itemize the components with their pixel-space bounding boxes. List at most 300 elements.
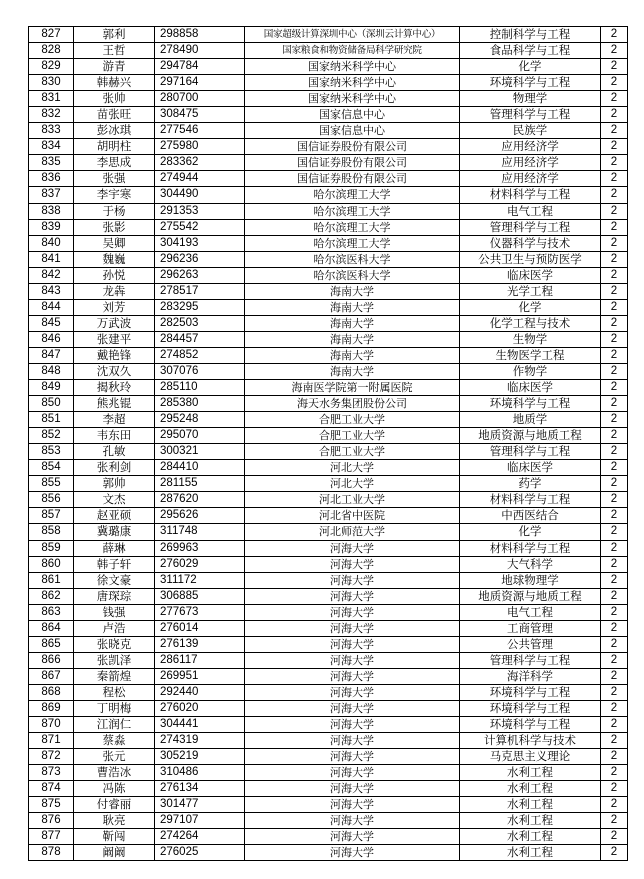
table-row (29, 781, 628, 797)
count-cell: 2 (601, 139, 628, 155)
unit-name-cell: 河海大学 (245, 765, 460, 781)
count-cell: 2 (601, 331, 628, 347)
count-cell: 2 (601, 380, 628, 396)
row-number-cell: 836 (29, 171, 74, 187)
count-cell: 2 (601, 668, 628, 684)
unit-name-cell: 海天水务集团股份公司 (245, 396, 460, 412)
person-id-cell: 269951 (155, 668, 245, 684)
person-id-cell: 282503 (155, 315, 245, 331)
table-row (29, 749, 628, 765)
unit-name-cell: 河海大学 (245, 684, 460, 700)
person-name-cell: 赵亚硕 (74, 508, 155, 524)
row-number-cell: 829 (29, 59, 74, 75)
person-id-cell: 276020 (155, 700, 245, 716)
discipline-cell: 环境科学与工程 (460, 717, 601, 733)
row-number-cell: 865 (29, 636, 74, 652)
table-row (29, 43, 628, 59)
row-number-cell: 854 (29, 460, 74, 476)
unit-name-cell: 国家信息中心 (245, 123, 460, 139)
unit-name-cell: 海南大学 (245, 363, 460, 379)
count-cell: 2 (601, 123, 628, 139)
unit-name-cell: 哈尔滨理工大学 (245, 219, 460, 235)
count-cell: 2 (601, 75, 628, 91)
count-cell: 2 (601, 797, 628, 813)
unit-name-cell: 河海大学 (245, 717, 460, 733)
table-row (29, 556, 628, 572)
unit-name-cell: 河北大学 (245, 460, 460, 476)
discipline-cell: 环境科学与工程 (460, 396, 601, 412)
discipline-cell: 电气工程 (460, 203, 601, 219)
person-name-cell: 冯陈 (74, 781, 155, 797)
data-table-sheet (28, 26, 616, 861)
discipline-cell: 大气科学 (460, 556, 601, 572)
row-number-cell: 873 (29, 765, 74, 781)
unit-name-cell: 河北师范大学 (245, 524, 460, 540)
count-cell: 2 (601, 171, 628, 187)
discipline-cell: 计算机科学与技术 (460, 733, 601, 749)
row-number-cell: 861 (29, 572, 74, 588)
person-id-cell: 283295 (155, 299, 245, 315)
person-id-cell: 295070 (155, 428, 245, 444)
count-cell: 2 (601, 700, 628, 716)
table-row (29, 396, 628, 412)
discipline-cell: 马克思主义理论 (460, 749, 601, 765)
unit-name-cell: 国信证券股份有限公司 (245, 155, 460, 171)
person-name-cell: 孙悦 (74, 267, 155, 283)
person-id-cell: 295626 (155, 508, 245, 524)
unit-name-cell: 海南大学 (245, 299, 460, 315)
table-row (29, 412, 628, 428)
row-number-cell: 844 (29, 299, 74, 315)
discipline-cell: 地质资源与地质工程 (460, 588, 601, 604)
table-row (29, 588, 628, 604)
discipline-cell: 海洋科学 (460, 668, 601, 684)
discipline-cell: 水利工程 (460, 797, 601, 813)
person-id-cell: 295248 (155, 412, 245, 428)
count-cell: 2 (601, 59, 628, 75)
table-row (29, 668, 628, 684)
discipline-cell: 环境科学与工程 (460, 700, 601, 716)
row-number-cell: 877 (29, 829, 74, 845)
person-name-cell: 蔡淼 (74, 733, 155, 749)
count-cell: 2 (601, 428, 628, 444)
discipline-cell: 材料科学与工程 (460, 187, 601, 203)
row-number-cell: 831 (29, 91, 74, 107)
count-cell: 2 (601, 315, 628, 331)
count-cell: 2 (601, 765, 628, 781)
person-id-cell: 276025 (155, 845, 245, 861)
person-name-cell: 魏巍 (74, 251, 155, 267)
table-row (29, 299, 628, 315)
table-row (29, 508, 628, 524)
discipline-cell: 应用经济学 (460, 171, 601, 187)
table-row (29, 717, 628, 733)
count-cell: 2 (601, 620, 628, 636)
row-number-cell: 856 (29, 492, 74, 508)
table-row (29, 235, 628, 251)
person-id-cell: 292440 (155, 684, 245, 700)
unit-name-cell: 河海大学 (245, 652, 460, 668)
unit-name-cell: 河海大学 (245, 733, 460, 749)
table-row (29, 652, 628, 668)
person-name-cell: 吴卿 (74, 235, 155, 251)
row-number-cell: 841 (29, 251, 74, 267)
table-row (29, 139, 628, 155)
person-id-cell: 306885 (155, 588, 245, 604)
unit-name-cell: 海南大学 (245, 331, 460, 347)
data-table (28, 26, 628, 861)
unit-name-cell: 哈尔滨理工大学 (245, 203, 460, 219)
table-row (29, 283, 628, 299)
person-id-cell: 274264 (155, 829, 245, 845)
person-id-cell: 297164 (155, 75, 245, 91)
person-id-cell: 280700 (155, 91, 245, 107)
person-name-cell: 揭秋玲 (74, 380, 155, 396)
table-body (29, 27, 628, 861)
person-id-cell: 308475 (155, 107, 245, 123)
row-number-cell: 860 (29, 556, 74, 572)
discipline-cell: 生物医学工程 (460, 347, 601, 363)
discipline-cell: 临床医学 (460, 267, 601, 283)
discipline-cell: 管理科学与工程 (460, 107, 601, 123)
count-cell: 2 (601, 444, 628, 460)
row-number-cell: 863 (29, 604, 74, 620)
person-name-cell: 卢浩 (74, 620, 155, 636)
unit-name-cell: 哈尔滨理工大学 (245, 187, 460, 203)
table-row (29, 540, 628, 556)
person-id-cell: 285110 (155, 380, 245, 396)
person-name-cell: 江润仁 (74, 717, 155, 733)
row-number-cell: 842 (29, 267, 74, 283)
row-number-cell: 839 (29, 219, 74, 235)
person-id-cell: 284410 (155, 460, 245, 476)
row-number-cell: 859 (29, 540, 74, 556)
person-name-cell: 薛琳 (74, 540, 155, 556)
unit-name-cell: 国家纳米科学中心 (245, 75, 460, 91)
row-number-cell: 843 (29, 283, 74, 299)
discipline-cell: 化学工程与技术 (460, 315, 601, 331)
table-row (29, 733, 628, 749)
person-id-cell: 311172 (155, 572, 245, 588)
unit-name-cell: 海南大学 (245, 283, 460, 299)
person-id-cell: 277673 (155, 604, 245, 620)
discipline-cell: 水利工程 (460, 781, 601, 797)
table-row (29, 91, 628, 107)
person-id-cell: 281155 (155, 476, 245, 492)
discipline-cell: 材料科学与工程 (460, 492, 601, 508)
person-name-cell: 张强 (74, 171, 155, 187)
person-name-cell: 龙犇 (74, 283, 155, 299)
person-id-cell: 311748 (155, 524, 245, 540)
person-name-cell: 张晓克 (74, 636, 155, 652)
discipline-cell: 中西医结合 (460, 508, 601, 524)
unit-name-cell: 国家粮食和物资储备局科学研究院 (245, 43, 460, 59)
discipline-cell: 水利工程 (460, 765, 601, 781)
row-number-cell: 874 (29, 781, 74, 797)
count-cell: 2 (601, 508, 628, 524)
count-cell: 2 (601, 460, 628, 476)
person-name-cell: 郭利 (74, 27, 155, 43)
person-id-cell: 287620 (155, 492, 245, 508)
person-name-cell: 胡明柱 (74, 139, 155, 155)
table-row (29, 363, 628, 379)
count-cell: 2 (601, 781, 628, 797)
discipline-cell: 化学 (460, 524, 601, 540)
unit-name-cell: 海南医学院第一附属医院 (245, 380, 460, 396)
discipline-cell: 化学 (460, 299, 601, 315)
count-cell: 2 (601, 588, 628, 604)
row-number-cell: 835 (29, 155, 74, 171)
unit-name-cell: 国信证券股份有限公司 (245, 139, 460, 155)
person-name-cell: 曹浩冰 (74, 765, 155, 781)
discipline-cell: 公共管理 (460, 636, 601, 652)
discipline-cell: 管理科学与工程 (460, 652, 601, 668)
row-number-cell: 872 (29, 749, 74, 765)
table-row (29, 59, 628, 75)
person-id-cell: 285380 (155, 396, 245, 412)
row-number-cell: 866 (29, 652, 74, 668)
row-number-cell: 875 (29, 797, 74, 813)
person-id-cell: 304193 (155, 235, 245, 251)
table-row (29, 428, 628, 444)
count-cell: 2 (601, 235, 628, 251)
count-cell: 2 (601, 476, 628, 492)
table-row (29, 604, 628, 620)
discipline-cell: 临床医学 (460, 380, 601, 396)
table-row (29, 315, 628, 331)
person-name-cell: 丁明梅 (74, 700, 155, 716)
count-cell: 2 (601, 155, 628, 171)
count-cell: 2 (601, 251, 628, 267)
unit-name-cell: 国信证券股份有限公司 (245, 171, 460, 187)
discipline-cell: 水利工程 (460, 845, 601, 861)
unit-name-cell: 海南大学 (245, 347, 460, 363)
count-cell: 2 (601, 636, 628, 652)
person-name-cell: 李超 (74, 412, 155, 428)
person-name-cell: 张影 (74, 219, 155, 235)
table-row (29, 107, 628, 123)
person-id-cell: 275542 (155, 219, 245, 235)
unit-name-cell: 合肥工业大学 (245, 412, 460, 428)
unit-name-cell: 河海大学 (245, 540, 460, 556)
person-id-cell: 276014 (155, 620, 245, 636)
row-number-cell: 867 (29, 668, 74, 684)
person-id-cell: 278490 (155, 43, 245, 59)
unit-name-cell: 河北大学 (245, 476, 460, 492)
table-row (29, 27, 628, 43)
row-number-cell: 827 (29, 27, 74, 43)
table-row (29, 572, 628, 588)
person-name-cell: 游青 (74, 59, 155, 75)
discipline-cell: 作物学 (460, 363, 601, 379)
person-name-cell: 张利剑 (74, 460, 155, 476)
unit-name-cell: 合肥工业大学 (245, 444, 460, 460)
unit-name-cell: 河海大学 (245, 556, 460, 572)
person-name-cell: 文杰 (74, 492, 155, 508)
table-row (29, 765, 628, 781)
row-number-cell: 876 (29, 813, 74, 829)
discipline-cell: 药学 (460, 476, 601, 492)
person-name-cell: 程松 (74, 684, 155, 700)
person-name-cell: 戴艳锋 (74, 347, 155, 363)
row-number-cell: 832 (29, 107, 74, 123)
table-row (29, 460, 628, 476)
person-name-cell: 韦东田 (74, 428, 155, 444)
table-row (29, 684, 628, 700)
count-cell: 2 (601, 363, 628, 379)
person-name-cell: 于杨 (74, 203, 155, 219)
table-row (29, 476, 628, 492)
count-cell: 2 (601, 733, 628, 749)
discipline-cell: 地质学 (460, 412, 601, 428)
discipline-cell: 电气工程 (460, 604, 601, 620)
person-id-cell: 300321 (155, 444, 245, 460)
table-row (29, 155, 628, 171)
discipline-cell: 地质资源与地质工程 (460, 428, 601, 444)
discipline-cell: 管理科学与工程 (460, 219, 601, 235)
count-cell: 2 (601, 283, 628, 299)
person-id-cell: 284457 (155, 331, 245, 347)
row-number-cell: 871 (29, 733, 74, 749)
person-id-cell: 305219 (155, 749, 245, 765)
person-id-cell: 276029 (155, 556, 245, 572)
person-name-cell: 唐琛琮 (74, 588, 155, 604)
row-number-cell: 830 (29, 75, 74, 91)
row-number-cell: 840 (29, 235, 74, 251)
person-id-cell: 310486 (155, 765, 245, 781)
row-number-cell: 851 (29, 412, 74, 428)
row-number-cell: 858 (29, 524, 74, 540)
table-row (29, 700, 628, 716)
person-name-cell: 沈双久 (74, 363, 155, 379)
unit-name-cell: 海南大学 (245, 315, 460, 331)
count-cell: 2 (601, 524, 628, 540)
person-name-cell: 郭帅 (74, 476, 155, 492)
person-name-cell: 孔敏 (74, 444, 155, 460)
count-cell: 2 (601, 396, 628, 412)
person-name-cell: 彭冰琪 (74, 123, 155, 139)
unit-name-cell: 河海大学 (245, 749, 460, 765)
discipline-cell: 临床医学 (460, 460, 601, 476)
unit-name-cell: 河海大学 (245, 813, 460, 829)
row-number-cell: 870 (29, 717, 74, 733)
person-name-cell: 张建平 (74, 331, 155, 347)
person-name-cell: 刘芳 (74, 299, 155, 315)
person-id-cell: 304441 (155, 717, 245, 733)
discipline-cell: 生物学 (460, 331, 601, 347)
person-id-cell: 274319 (155, 733, 245, 749)
table-row (29, 620, 628, 636)
table-row (29, 813, 628, 829)
person-name-cell: 熊兆锟 (74, 396, 155, 412)
discipline-cell: 控制科学与工程 (460, 27, 601, 43)
unit-name-cell: 河北省中医院 (245, 508, 460, 524)
row-number-cell: 853 (29, 444, 74, 460)
person-id-cell: 278517 (155, 283, 245, 299)
discipline-cell: 仪器科学与技术 (460, 235, 601, 251)
person-id-cell: 276134 (155, 781, 245, 797)
person-id-cell: 296236 (155, 251, 245, 267)
count-cell: 2 (601, 412, 628, 428)
person-name-cell: 冀璐康 (74, 524, 155, 540)
person-id-cell: 283362 (155, 155, 245, 171)
table-row (29, 203, 628, 219)
count-cell: 2 (601, 684, 628, 700)
unit-name-cell: 河海大学 (245, 604, 460, 620)
discipline-cell: 管理科学与工程 (460, 444, 601, 460)
count-cell: 2 (601, 91, 628, 107)
person-name-cell: 耿亮 (74, 813, 155, 829)
person-id-cell: 301477 (155, 797, 245, 813)
discipline-cell: 公共卫生与预防医学 (460, 251, 601, 267)
row-number-cell: 852 (29, 428, 74, 444)
person-id-cell: 294784 (155, 59, 245, 75)
row-number-cell: 868 (29, 684, 74, 700)
count-cell: 2 (601, 813, 628, 829)
person-id-cell: 276139 (155, 636, 245, 652)
person-name-cell: 靳闯 (74, 829, 155, 845)
person-id-cell: 274852 (155, 347, 245, 363)
person-id-cell: 297107 (155, 813, 245, 829)
unit-name-cell: 河海大学 (245, 781, 460, 797)
discipline-cell: 环境科学与工程 (460, 75, 601, 91)
unit-name-cell: 河海大学 (245, 668, 460, 684)
unit-name-cell: 哈尔滨医科大学 (245, 251, 460, 267)
person-id-cell: 307076 (155, 363, 245, 379)
table-row (29, 251, 628, 267)
table-row (29, 524, 628, 540)
row-number-cell: 849 (29, 380, 74, 396)
row-number-cell: 855 (29, 476, 74, 492)
person-name-cell: 韩子轩 (74, 556, 155, 572)
discipline-cell: 工商管理 (460, 620, 601, 636)
unit-name-cell: 合肥工业大学 (245, 428, 460, 444)
count-cell: 2 (601, 604, 628, 620)
unit-name-cell: 国家纳米科学中心 (245, 91, 460, 107)
person-id-cell: 275980 (155, 139, 245, 155)
unit-name-cell: 哈尔滨理工大学 (245, 235, 460, 251)
row-number-cell: 869 (29, 700, 74, 716)
unit-name-cell: 河海大学 (245, 700, 460, 716)
unit-name-cell: 河海大学 (245, 829, 460, 845)
row-number-cell: 878 (29, 845, 74, 861)
row-number-cell: 846 (29, 331, 74, 347)
table-row (29, 123, 628, 139)
table-row (29, 219, 628, 235)
person-name-cell: 秦箭煌 (74, 668, 155, 684)
person-name-cell: 张元 (74, 749, 155, 765)
row-number-cell: 862 (29, 588, 74, 604)
table-row (29, 267, 628, 283)
count-cell: 2 (601, 845, 628, 861)
row-number-cell: 837 (29, 187, 74, 203)
table-row (29, 331, 628, 347)
count-cell: 2 (601, 829, 628, 845)
person-id-cell: 291353 (155, 203, 245, 219)
count-cell: 2 (601, 556, 628, 572)
table-row (29, 636, 628, 652)
discipline-cell: 民族学 (460, 123, 601, 139)
count-cell: 2 (601, 27, 628, 43)
unit-name-cell: 河北工业大学 (245, 492, 460, 508)
table-row (29, 845, 628, 861)
discipline-cell: 应用经济学 (460, 155, 601, 171)
row-number-cell: 838 (29, 203, 74, 219)
count-cell: 2 (601, 572, 628, 588)
person-id-cell: 286117 (155, 652, 245, 668)
row-number-cell: 848 (29, 363, 74, 379)
person-name-cell: 钱强 (74, 604, 155, 620)
